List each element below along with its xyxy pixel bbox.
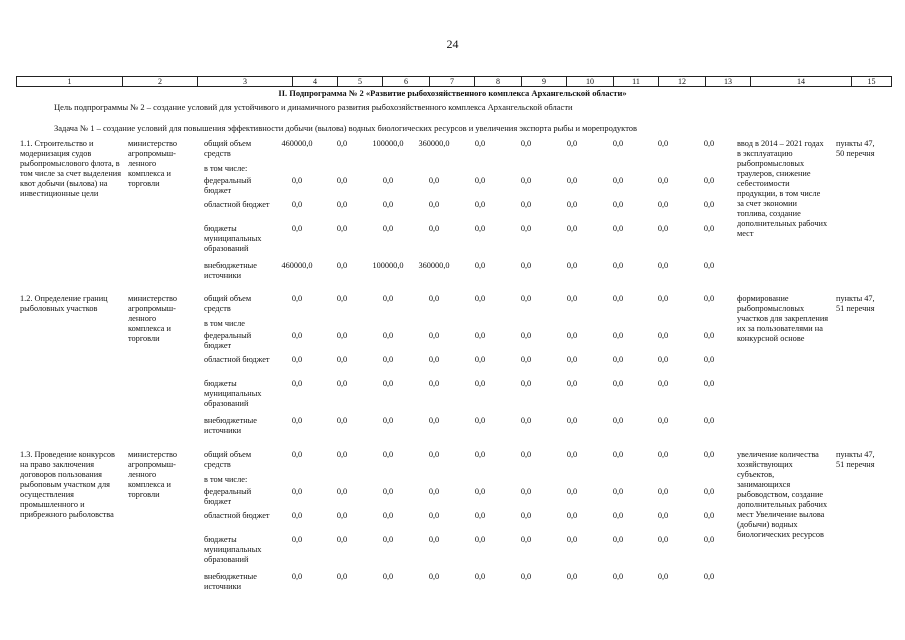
funding-value: 0,0 bbox=[336, 224, 348, 233]
funding-value: 0,0 bbox=[336, 139, 348, 148]
funding-value: 0,0 bbox=[566, 487, 578, 496]
funding-value: 0,0 bbox=[612, 535, 624, 544]
funding-value: 0,0 bbox=[382, 224, 394, 233]
funding-value: 0,0 bbox=[612, 355, 624, 364]
funding-value: 0,0 bbox=[291, 200, 303, 209]
funding-value: 0,0 bbox=[703, 176, 715, 185]
activity-name: 1.1. Строительство и модернизация судов рыбопромыслового флота, в том числе за счет выделения квот добычи (вылова) на инвестиционные цели bbox=[20, 139, 122, 198]
header-col-9: 9 bbox=[522, 77, 567, 87]
funding-value: 0,0 bbox=[291, 535, 303, 544]
funding-value: 0,0 bbox=[566, 176, 578, 185]
subprogram-goal: Цель подпрограммы № 2 – создание условий для устойчивого и динамичного развития рыбохозяйственного комплекса Архангельской области bbox=[54, 102, 573, 112]
header-col-1: 1 bbox=[17, 77, 123, 87]
funding-value: 460000,0 bbox=[281, 261, 313, 270]
funding-value: 0,0 bbox=[566, 139, 578, 148]
activity-reference: пункты 47, 51 перечня bbox=[836, 294, 875, 313]
funding-value: 0,0 bbox=[291, 511, 303, 520]
funding-value: 0,0 bbox=[382, 511, 394, 520]
funding-value: 0,0 bbox=[520, 572, 532, 581]
funding-value: 0,0 bbox=[657, 379, 669, 388]
subprogram-task: Задача № 1 – создание условий для повышения эффективности добычи (вылова) водных биологических ресурсов и увеличения экспорта рыбы и морепродуктов bbox=[54, 123, 638, 133]
funding-value: 0,0 bbox=[612, 294, 624, 303]
funding-value: 0,0 bbox=[566, 572, 578, 581]
funding-value: 0,0 bbox=[566, 261, 578, 270]
funding-value: 0,0 bbox=[703, 511, 715, 520]
section-title: II. Подпрограмма № 2 «Развитие рыбохозяйственного комплекса Архангельской области» bbox=[278, 88, 627, 98]
funding-source: внебюджетные источники bbox=[204, 572, 257, 591]
funding-value: 0,0 bbox=[474, 572, 486, 581]
funding-value: 0,0 bbox=[428, 224, 440, 233]
funding-source: в том числе: bbox=[204, 475, 248, 484]
funding-value: 0,0 bbox=[566, 224, 578, 233]
funding-source: бюджеты муниципальных образований bbox=[204, 224, 262, 253]
funding-source: бюджеты муниципальных образований bbox=[204, 379, 262, 408]
activity-executor: министерство агропромыш-ленного комплекса и торговли bbox=[128, 139, 178, 188]
header-col-7: 7 bbox=[430, 77, 475, 87]
funding-value: 0,0 bbox=[382, 379, 394, 388]
funding-value: 0,0 bbox=[520, 355, 532, 364]
funding-value: 0,0 bbox=[703, 355, 715, 364]
funding-value: 0,0 bbox=[566, 200, 578, 209]
funding-value: 0,0 bbox=[703, 224, 715, 233]
funding-value: 0,0 bbox=[657, 535, 669, 544]
funding-value: 0,0 bbox=[428, 355, 440, 364]
funding-value: 0,0 bbox=[612, 200, 624, 209]
funding-source: внебюджетные источники bbox=[204, 261, 257, 280]
funding-value: 0,0 bbox=[520, 176, 532, 185]
header-col-6: 6 bbox=[383, 77, 430, 87]
funding-value: 0,0 bbox=[703, 294, 715, 303]
funding-value: 0,0 bbox=[474, 139, 486, 148]
funding-value: 0,0 bbox=[428, 511, 440, 520]
funding-value: 0,0 bbox=[382, 355, 394, 364]
funding-value: 0,0 bbox=[474, 355, 486, 364]
funding-value: 0,0 bbox=[657, 355, 669, 364]
funding-value: 0,0 bbox=[612, 261, 624, 270]
funding-value: 0,0 bbox=[703, 331, 715, 340]
funding-value: 0,0 bbox=[474, 331, 486, 340]
funding-value: 0,0 bbox=[474, 511, 486, 520]
funding-value: 0,0 bbox=[703, 416, 715, 425]
funding-value: 0,0 bbox=[657, 139, 669, 148]
funding-value: 0,0 bbox=[474, 176, 486, 185]
funding-value: 0,0 bbox=[474, 379, 486, 388]
header-col-2: 2 bbox=[123, 77, 198, 87]
activity-executor: министерство агропромыш-ленного комплекса и торговли bbox=[128, 450, 178, 499]
funding-value: 0,0 bbox=[657, 572, 669, 581]
funding-value: 0,0 bbox=[566, 379, 578, 388]
funding-value: 0,0 bbox=[612, 450, 624, 459]
funding-value: 460000,0 bbox=[281, 139, 313, 148]
header-col-10: 10 bbox=[567, 77, 614, 87]
funding-value: 0,0 bbox=[291, 379, 303, 388]
header-col-3: 3 bbox=[198, 77, 293, 87]
funding-value: 0,0 bbox=[336, 331, 348, 340]
activity-result: ввод в 2014 – 2021 годах в эксплуатацию рыбопромысловых траулеров, снижение себестоимости продукции, в том числе за счет экономии топлива, создание дополнительных рабочих мест bbox=[737, 139, 828, 238]
funding-value: 0,0 bbox=[520, 379, 532, 388]
funding-value: 0,0 bbox=[336, 176, 348, 185]
funding-source: федеральный бюджет bbox=[204, 487, 252, 506]
funding-value: 0,0 bbox=[428, 176, 440, 185]
funding-value: 0,0 bbox=[336, 200, 348, 209]
funding-value: 0,0 bbox=[612, 331, 624, 340]
activity-result: формирование рыбопромысловых участков для закрепления их за пользователями на конкурсной основе bbox=[737, 294, 829, 343]
funding-value: 0,0 bbox=[520, 139, 532, 148]
funding-value: 100000,0 bbox=[372, 261, 404, 270]
funding-value: 0,0 bbox=[291, 487, 303, 496]
funding-value: 0,0 bbox=[657, 331, 669, 340]
column-number-header bbox=[16, 76, 892, 87]
funding-value: 0,0 bbox=[612, 379, 624, 388]
funding-value: 0,0 bbox=[612, 224, 624, 233]
activity-reference: пункты 47, 51 перечня bbox=[836, 450, 875, 469]
funding-value: 0,0 bbox=[474, 450, 486, 459]
funding-value: 0,0 bbox=[428, 450, 440, 459]
funding-value: 0,0 bbox=[336, 294, 348, 303]
funding-value: 0,0 bbox=[336, 416, 348, 425]
funding-source: областной бюджет bbox=[204, 355, 270, 364]
funding-value: 0,0 bbox=[474, 294, 486, 303]
activity-result: увеличение количества хозяйствующих субъектов, занимающихся рыбоводством, создание дополнительных рабочих мест Увеличение вылова (добычи) водных биологических ресурсов bbox=[737, 450, 828, 539]
funding-value: 0,0 bbox=[657, 176, 669, 185]
funding-value: 0,0 bbox=[520, 224, 532, 233]
funding-source: областной бюджет bbox=[204, 511, 270, 520]
header-col-12: 12 bbox=[659, 77, 706, 87]
funding-value: 0,0 bbox=[612, 511, 624, 520]
header-col-4: 4 bbox=[293, 77, 338, 87]
funding-value: 0,0 bbox=[291, 416, 303, 425]
funding-value: 0,0 bbox=[703, 200, 715, 209]
funding-value: 0,0 bbox=[291, 355, 303, 364]
funding-source: федеральный бюджет bbox=[204, 331, 252, 350]
funding-value: 360000,0 bbox=[418, 261, 450, 270]
activity-reference: пункты 47, 50 перечня bbox=[836, 139, 875, 158]
funding-value: 0,0 bbox=[566, 294, 578, 303]
funding-value: 0,0 bbox=[336, 487, 348, 496]
funding-value: 0,0 bbox=[657, 511, 669, 520]
funding-value: 0,0 bbox=[291, 294, 303, 303]
funding-value: 0,0 bbox=[428, 416, 440, 425]
funding-value: 0,0 bbox=[566, 511, 578, 520]
funding-value: 100000,0 bbox=[372, 139, 404, 148]
funding-value: 0,0 bbox=[703, 487, 715, 496]
funding-value: 0,0 bbox=[657, 450, 669, 459]
page-number: 24 bbox=[446, 37, 459, 51]
funding-value: 0,0 bbox=[474, 261, 486, 270]
activity-executor: министерство агропромыш-ленного комплекса и торговли bbox=[128, 294, 178, 343]
funding-value: 0,0 bbox=[474, 200, 486, 209]
header-col-13: 13 bbox=[706, 77, 751, 87]
funding-source: внебюджетные источники bbox=[204, 416, 257, 435]
funding-value: 0,0 bbox=[657, 416, 669, 425]
funding-value: 0,0 bbox=[428, 200, 440, 209]
funding-value: 0,0 bbox=[382, 331, 394, 340]
funding-value: 0,0 bbox=[520, 416, 532, 425]
header-col-8: 8 bbox=[475, 77, 522, 87]
funding-value: 0,0 bbox=[612, 416, 624, 425]
funding-value: 0,0 bbox=[428, 379, 440, 388]
funding-value: 0,0 bbox=[291, 450, 303, 459]
funding-value: 0,0 bbox=[336, 261, 348, 270]
header-col-5: 5 bbox=[338, 77, 383, 87]
funding-value: 0,0 bbox=[336, 572, 348, 581]
funding-value: 0,0 bbox=[291, 176, 303, 185]
funding-value: 0,0 bbox=[703, 572, 715, 581]
funding-value: 0,0 bbox=[382, 416, 394, 425]
funding-value: 0,0 bbox=[382, 294, 394, 303]
funding-value: 0,0 bbox=[336, 535, 348, 544]
funding-source: в том числе: bbox=[204, 164, 248, 173]
funding-value: 0,0 bbox=[382, 535, 394, 544]
funding-source: общий объем средств bbox=[204, 450, 252, 469]
funding-value: 0,0 bbox=[520, 535, 532, 544]
funding-value: 0,0 bbox=[382, 450, 394, 459]
funding-value: 0,0 bbox=[520, 450, 532, 459]
funding-value: 360000,0 bbox=[418, 139, 450, 148]
funding-value: 0,0 bbox=[474, 224, 486, 233]
funding-value: 0,0 bbox=[382, 572, 394, 581]
funding-source: бюджеты муниципальных образований bbox=[204, 535, 262, 564]
header-col-14: 14 bbox=[751, 77, 852, 87]
funding-value: 0,0 bbox=[291, 331, 303, 340]
funding-value: 0,0 bbox=[612, 139, 624, 148]
funding-value: 0,0 bbox=[428, 331, 440, 340]
funding-source: общий объем средств bbox=[204, 139, 252, 158]
funding-value: 0,0 bbox=[612, 176, 624, 185]
funding-value: 0,0 bbox=[428, 572, 440, 581]
funding-value: 0,0 bbox=[703, 450, 715, 459]
funding-value: 0,0 bbox=[657, 294, 669, 303]
funding-value: 0,0 bbox=[566, 331, 578, 340]
funding-value: 0,0 bbox=[612, 572, 624, 581]
funding-value: 0,0 bbox=[382, 176, 394, 185]
funding-value: 0,0 bbox=[566, 416, 578, 425]
funding-value: 0,0 bbox=[291, 572, 303, 581]
activity-name: 1.3. Проведение конкурсов на право заключения договоров пользования рыбоповым участком для осуществления промышленного и прибрежного рыболовства bbox=[20, 450, 115, 519]
funding-value: 0,0 bbox=[566, 450, 578, 459]
header-col-11: 11 bbox=[614, 77, 659, 87]
funding-value: 0,0 bbox=[428, 294, 440, 303]
funding-source: федеральный бюджет bbox=[204, 176, 252, 195]
funding-value: 0,0 bbox=[520, 511, 532, 520]
funding-value: 0,0 bbox=[657, 224, 669, 233]
funding-source: в том числе bbox=[204, 319, 245, 328]
funding-value: 0,0 bbox=[703, 261, 715, 270]
funding-value: 0,0 bbox=[428, 535, 440, 544]
funding-value: 0,0 bbox=[336, 355, 348, 364]
funding-value: 0,0 bbox=[291, 224, 303, 233]
funding-value: 0,0 bbox=[657, 200, 669, 209]
funding-value: 0,0 bbox=[336, 511, 348, 520]
funding-value: 0,0 bbox=[382, 487, 394, 496]
funding-value: 0,0 bbox=[566, 355, 578, 364]
header-col-15: 15 bbox=[852, 77, 892, 87]
funding-source: общий объем средств bbox=[204, 294, 252, 313]
funding-value: 0,0 bbox=[520, 331, 532, 340]
funding-value: 0,0 bbox=[703, 535, 715, 544]
funding-value: 0,0 bbox=[520, 200, 532, 209]
funding-value: 0,0 bbox=[612, 487, 624, 496]
funding-value: 0,0 bbox=[520, 487, 532, 496]
funding-value: 0,0 bbox=[703, 379, 715, 388]
funding-value: 0,0 bbox=[474, 416, 486, 425]
funding-value: 0,0 bbox=[336, 379, 348, 388]
funding-value: 0,0 bbox=[474, 487, 486, 496]
funding-value: 0,0 bbox=[657, 261, 669, 270]
funding-value: 0,0 bbox=[520, 294, 532, 303]
funding-value: 0,0 bbox=[520, 261, 532, 270]
funding-value: 0,0 bbox=[703, 139, 715, 148]
funding-value: 0,0 bbox=[428, 487, 440, 496]
funding-source: областной бюджет bbox=[204, 200, 270, 209]
funding-value: 0,0 bbox=[474, 535, 486, 544]
activity-name: 1.2. Определение границ рыболовных участков bbox=[20, 294, 108, 313]
funding-value: 0,0 bbox=[657, 487, 669, 496]
funding-value: 0,0 bbox=[382, 200, 394, 209]
funding-value: 0,0 bbox=[336, 450, 348, 459]
funding-value: 0,0 bbox=[566, 535, 578, 544]
